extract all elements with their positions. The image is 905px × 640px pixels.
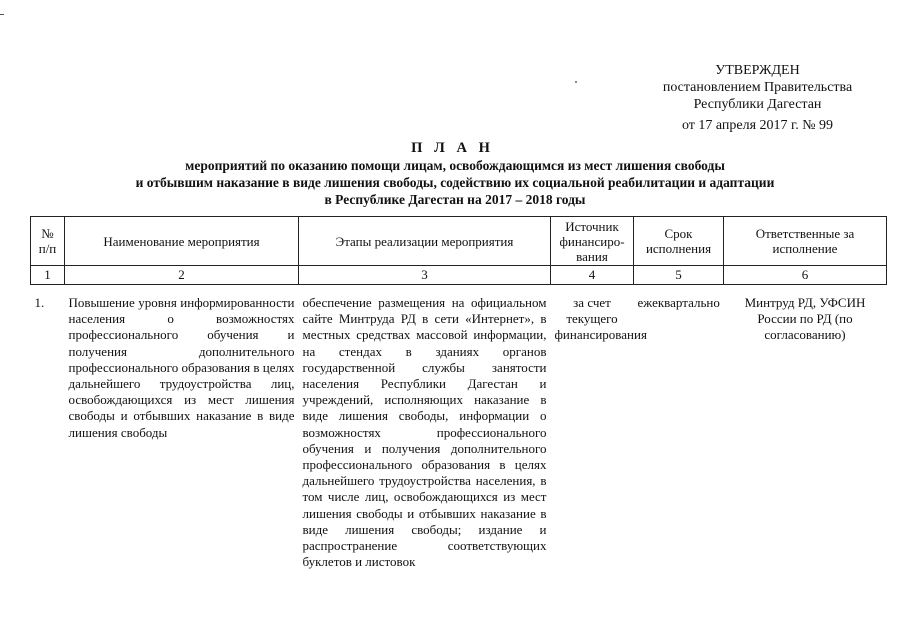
row-stages: обеспечение размещения на официальном сайте Минтруда РД в сети «Интернет», в местных средствах массовой информации, на стендах в зданиях органов государственной службы занятости населения Республики Дагестан и учреждений, исполняющих наказание в виде лишения свободы, информации о возможностях профессионального обучения и получения дополнительного профессионального образования в целях дальнейшего трудоустройства населения, в том числе лиц, освобождающихся из мест лишения свободы и отбывших наказание в виде лишения свободы; издание и распространение соответствующих буклетов и листовок xyxy=(302,295,547,570)
document-title: П Л А Н xyxy=(411,140,494,156)
row-term: ежеквартально xyxy=(637,295,720,310)
row-source: за счет текущего финансирования xyxy=(554,295,647,343)
header-responsible: Ответственные за исполнение xyxy=(724,217,887,266)
header-stages: Этапы реализации мероприятия xyxy=(299,217,551,266)
approval-line-2: постановлением Правительства xyxy=(662,80,853,95)
scan-speck xyxy=(575,81,577,83)
table-row xyxy=(31,285,887,571)
subtitle-line-1: мероприятий по оказанию помощи лицам, освобождающимся из мест лишения свободы xyxy=(185,158,725,173)
approval-block xyxy=(650,62,865,134)
approval-line-3: Республики Дагестан xyxy=(693,97,822,112)
approval-line-1: УТВЕРЖДЕН xyxy=(715,63,800,78)
row-activity-name: Повышение уровня информированности населения о возможностях профессионального обучения и получения дополнительного профессионального образования в целях дальнейшего трудоустройства лиц, освобождающихся из мест лишения свободы и отбывших наказание в виде лишения свободы xyxy=(68,295,295,440)
table-header-row xyxy=(31,217,887,266)
column-number: 1 xyxy=(31,266,65,285)
margin-mark xyxy=(0,14,4,15)
column-number: 2 xyxy=(65,266,299,285)
document-subtitle xyxy=(60,157,850,208)
subtitle-line-3: в Республике Дагестан на 2017 – 2018 годы xyxy=(324,192,586,207)
row-number: 1. xyxy=(34,295,45,310)
column-number: 3 xyxy=(299,266,551,285)
column-number: 5 xyxy=(634,266,724,285)
row-responsible: Минтруд РД, УФСИН России по РД (по согласованию) xyxy=(744,295,866,343)
header-term: Срок исполнения xyxy=(634,217,724,266)
header-num: № п/п xyxy=(31,217,65,266)
column-number: 6 xyxy=(724,266,887,285)
approval-date: от 17 апреля 2017 г. № 99 xyxy=(681,118,834,133)
subtitle-line-2: и отбывшим наказание в виде лишения свободы, содействию их социальной реабилитации и адаптации xyxy=(135,175,775,190)
plan-table xyxy=(30,216,887,570)
column-number: 4 xyxy=(551,266,634,285)
header-source: Источник финансиро-вания xyxy=(551,217,634,266)
header-name: Наименование мероприятия xyxy=(65,217,299,266)
column-number-row xyxy=(31,266,887,285)
